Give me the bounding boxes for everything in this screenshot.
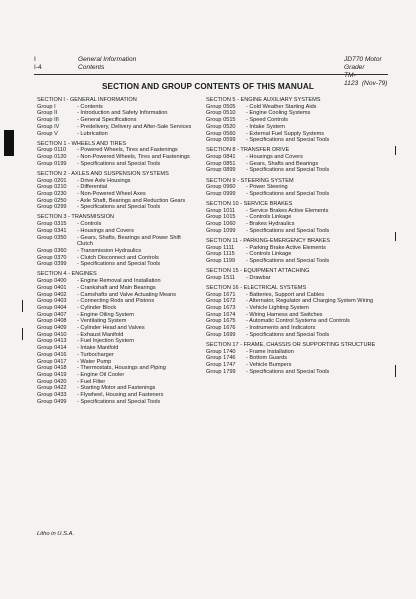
group-title: - Introduction and Safety Information bbox=[77, 110, 168, 117]
group-title: - Flywheel, Housing and Fasteners bbox=[77, 392, 164, 399]
group-entry bbox=[206, 161, 376, 168]
group-title: - Specifications and Special Tools bbox=[77, 160, 161, 167]
group-title: - Lubrication bbox=[77, 130, 108, 137]
group-entry bbox=[206, 191, 376, 198]
group-entry bbox=[206, 292, 376, 299]
group-title: - Vehicle Lighting System bbox=[246, 305, 309, 312]
group-number: Group 0433 bbox=[37, 392, 67, 399]
group-number: Group 0510 bbox=[206, 110, 236, 117]
contents-section bbox=[206, 147, 376, 174]
revision-bar bbox=[395, 146, 396, 155]
group-number: Group 0499 bbox=[37, 398, 67, 405]
group-number: Group 1199 bbox=[206, 258, 236, 265]
group-entry bbox=[206, 110, 376, 117]
group-title: - Housings and Covers bbox=[246, 154, 303, 161]
group-number: Group 0419 bbox=[37, 371, 67, 378]
group-number: Group 0515 bbox=[206, 117, 236, 124]
group-entry bbox=[37, 298, 197, 305]
group-title: - Clutch Disconnect and Controls bbox=[77, 254, 159, 261]
group-number: Group 0505 bbox=[206, 103, 236, 110]
group-entry bbox=[37, 255, 197, 262]
group-number: Group 0418 bbox=[37, 365, 67, 372]
group-number: Group 0409 bbox=[37, 325, 67, 332]
group-title: - Non-Powered Wheels, Tires and Fastenings bbox=[77, 154, 190, 161]
group-entry bbox=[206, 137, 376, 144]
revision-bar bbox=[395, 365, 396, 377]
contents-section bbox=[206, 342, 376, 376]
group-title: - Service Brakes Active Elements bbox=[246, 207, 329, 214]
group-entry bbox=[206, 298, 376, 305]
group-title: - Specifications and Special Tools bbox=[246, 331, 330, 338]
group-entry bbox=[206, 208, 376, 215]
group-entry bbox=[37, 261, 197, 268]
group-title: - Starting Motor and Fastenings bbox=[77, 385, 156, 392]
group-title: - Crankshaft and Main Bearings bbox=[77, 284, 156, 291]
contents-section bbox=[37, 141, 197, 168]
group-number: Group 1115 bbox=[206, 251, 235, 258]
group-number: Group 1011 bbox=[206, 207, 236, 214]
group-title: - Gears, Shafts, Bearings and Power Shift Clutch bbox=[77, 234, 181, 248]
group-number: Group 0360 bbox=[37, 247, 67, 254]
group-entry bbox=[206, 214, 376, 221]
group-number: Group V bbox=[37, 130, 58, 137]
group-number: Group 0417 bbox=[37, 358, 67, 365]
group-number: Group 0420 bbox=[37, 378, 67, 385]
contents-section bbox=[37, 171, 197, 211]
group-title: - Non-Powered Wheel Axes bbox=[77, 190, 146, 197]
group-title: - Cylinder Block bbox=[77, 304, 117, 311]
group-title: - Controls Linkage bbox=[246, 251, 292, 258]
group-number: Group 0422 bbox=[37, 385, 67, 392]
group-number: Group 0599 bbox=[206, 137, 236, 144]
contents-section bbox=[37, 271, 197, 405]
group-title: - Automatic Control Systems and Controls bbox=[246, 318, 350, 325]
page-number: I bbox=[34, 56, 36, 63]
group-title: - Bottom Guards bbox=[246, 355, 288, 362]
group-title: - External Fuel Supply Systems bbox=[246, 130, 325, 137]
group-title: - Vehicle Bumpers bbox=[246, 362, 292, 369]
group-number: Group 1747 bbox=[206, 362, 236, 369]
group-number: Group 0199 bbox=[37, 160, 67, 167]
group-title: - Ventilating System bbox=[77, 318, 127, 325]
manual-title: JD770 Motor Grader bbox=[344, 56, 382, 71]
group-entry bbox=[206, 318, 376, 325]
group-title: - Specifications and Special Tools bbox=[246, 137, 330, 144]
group-title: - Alternator, Regulator and Charging System Wiring bbox=[246, 298, 374, 305]
group-number: Group 0210 bbox=[37, 184, 67, 191]
group-title: - Contents bbox=[77, 103, 103, 110]
section-heading: SECTION 4 - ENGINES bbox=[37, 271, 97, 278]
group-title: - Connecting Rods and Pistons bbox=[77, 298, 155, 305]
group-title: - Water Pump bbox=[77, 358, 112, 365]
group-entry bbox=[37, 131, 197, 138]
section-heading: SECTION 16 - ELECTRICAL SYSTEMS bbox=[206, 284, 307, 291]
group-number: Group 0401 bbox=[37, 284, 67, 291]
group-number: Group 0120 bbox=[37, 154, 67, 161]
group-number: Group 0899 bbox=[206, 167, 236, 174]
section-heading: SECTION 2 - AXLES AND SUSPENSION SYSTEMS bbox=[37, 170, 169, 177]
group-title: - Fuel Filter bbox=[77, 378, 106, 385]
group-entry bbox=[206, 258, 376, 265]
group-number: Group 0841 bbox=[206, 154, 236, 161]
group-number: Group 1746 bbox=[206, 355, 236, 362]
group-number: Group 0370 bbox=[37, 254, 67, 261]
revision-bar bbox=[395, 232, 396, 241]
group-entry bbox=[37, 292, 197, 299]
group-entry bbox=[37, 161, 197, 168]
page-title: SECTION AND GROUP CONTENTS OF THIS MANUAL bbox=[102, 82, 314, 91]
group-entry bbox=[206, 355, 376, 362]
page-number-block bbox=[34, 56, 42, 72]
group-entry bbox=[206, 349, 376, 356]
group-title: - Wiring Harness and Switches bbox=[246, 311, 323, 318]
contents-section bbox=[206, 268, 376, 281]
group-title: - Fuel Injection System bbox=[77, 338, 134, 345]
group-number: Group 0960 bbox=[206, 184, 236, 191]
group-entry bbox=[206, 117, 376, 124]
group-title: - Power Steering bbox=[246, 184, 288, 191]
group-number: Group 0410 bbox=[37, 331, 67, 338]
group-title: - Engine Removal and Installation bbox=[77, 278, 161, 285]
group-entry bbox=[206, 221, 376, 228]
manual-date: (Nov-79) bbox=[361, 80, 388, 87]
page-subnumber: I-4 bbox=[34, 64, 42, 71]
group-entry bbox=[37, 198, 197, 205]
revision-bar bbox=[22, 328, 23, 340]
group-entry bbox=[37, 365, 197, 372]
group-entry bbox=[37, 124, 197, 131]
group-title: - Specifications and Special Tools bbox=[246, 258, 330, 265]
group-number: Group 1672 bbox=[206, 298, 236, 305]
group-entry bbox=[37, 154, 197, 161]
group-title: - Exhaust Manifold bbox=[77, 331, 124, 338]
group-number: Group 1699 bbox=[206, 331, 236, 338]
group-title: - Specifications and Special Tools bbox=[77, 261, 161, 268]
group-title: - Specifications and Special Tools bbox=[246, 190, 330, 197]
group-title: - Instruments and Indicators bbox=[246, 325, 316, 332]
group-title: - Thermostats, Housings and Piping bbox=[77, 365, 166, 372]
group-entry bbox=[37, 372, 197, 379]
group-entry bbox=[206, 312, 376, 319]
manual-number: TM-1123 bbox=[344, 72, 359, 87]
group-number: Group 0407 bbox=[37, 311, 67, 318]
group-title: - Turbocharger bbox=[77, 351, 114, 358]
group-number: Group 1511 bbox=[206, 274, 236, 281]
group-title: - Controls bbox=[77, 221, 102, 228]
group-title: - Cold Weather Starting Aids bbox=[246, 103, 317, 110]
group-title: - Batteries, Support and Cables bbox=[246, 291, 325, 298]
group-entry bbox=[37, 392, 197, 399]
group-number: Group 0201 bbox=[37, 177, 67, 184]
section-subname: Contents bbox=[78, 64, 105, 71]
group-number: Group 0350 bbox=[37, 234, 67, 241]
print-note: Litho in U.S.A. bbox=[37, 531, 75, 537]
group-entry bbox=[37, 191, 197, 198]
group-entry bbox=[37, 117, 197, 124]
group-number: Group 0999 bbox=[206, 190, 236, 197]
group-entry bbox=[37, 305, 197, 312]
group-number: Group 0408 bbox=[37, 318, 67, 325]
group-entry bbox=[37, 338, 197, 345]
group-entry bbox=[206, 245, 376, 252]
section-name-block bbox=[78, 56, 136, 72]
group-number: Group 0399 bbox=[37, 261, 67, 268]
group-entry bbox=[206, 104, 376, 111]
group-entry bbox=[37, 352, 197, 359]
section-heading: SECTION 15 - EQUIPMENT ATTACHING bbox=[206, 268, 310, 275]
group-entry bbox=[37, 325, 197, 332]
group-title: - Camshafts and Valve Actuating Means bbox=[77, 291, 177, 298]
group-title: - Transmission Hydraulics bbox=[77, 247, 142, 254]
group-number: Group 1673 bbox=[206, 305, 236, 312]
group-title: - General Specifications bbox=[77, 117, 137, 124]
group-entry bbox=[206, 251, 376, 258]
group-entry bbox=[37, 104, 197, 111]
group-title: - Specifications and Special Tools bbox=[77, 204, 161, 211]
group-number: Group I bbox=[37, 103, 56, 110]
group-entry bbox=[206, 154, 376, 161]
group-entry bbox=[206, 131, 376, 138]
group-title: - Speed Controls bbox=[246, 117, 288, 124]
group-title: - Specifications and Special Tools bbox=[246, 227, 330, 234]
group-number: Group 0341 bbox=[37, 227, 67, 234]
section-heading: SECTION 10 - SERVICE BRAKES bbox=[206, 201, 293, 208]
group-number: Group 0416 bbox=[37, 351, 67, 358]
contents-section bbox=[37, 97, 197, 137]
group-number: Group 0403 bbox=[37, 298, 67, 305]
group-entry bbox=[37, 178, 197, 185]
section-heading: SECTION 11 - PARKING-EMERGENCY BRAKES bbox=[206, 237, 331, 244]
group-number: Group 0110 bbox=[37, 147, 67, 154]
group-entry bbox=[37, 318, 197, 325]
group-entry bbox=[37, 278, 197, 285]
group-entry bbox=[37, 359, 197, 366]
section-heading: SECTION 8 - TRANSFER DRIVE bbox=[206, 147, 290, 154]
section-heading: SECTION 9 - STEERING SYSTEM bbox=[206, 177, 294, 184]
group-entry bbox=[37, 345, 197, 352]
group-number: Group 0230 bbox=[37, 190, 67, 197]
group-title: - Drawbar bbox=[246, 274, 271, 281]
group-entry bbox=[206, 305, 376, 312]
group-number: Group 0404 bbox=[37, 304, 67, 311]
group-number: Group II bbox=[37, 110, 58, 117]
group-entry bbox=[37, 147, 197, 154]
group-title: - Engine Oiling System bbox=[77, 311, 134, 318]
group-title: - Specifications and Special Tools bbox=[246, 368, 330, 375]
group-number: Group 0299 bbox=[37, 204, 67, 211]
group-entry bbox=[37, 385, 197, 392]
contents-section bbox=[37, 214, 197, 268]
group-title: - Predelivery, Delivery and After-Sale Services bbox=[77, 123, 192, 130]
section-heading: SECTION 17 - FRAME, CHASSIS OR SUPPORTING STRUCTURE bbox=[206, 341, 376, 348]
group-title: - Specifications and Special Tools bbox=[246, 167, 330, 174]
group-entry bbox=[206, 332, 376, 339]
group-entry bbox=[37, 204, 197, 211]
group-entry bbox=[206, 369, 376, 376]
group-entry bbox=[206, 275, 376, 282]
group-number: Group III bbox=[37, 117, 59, 124]
group-number: Group 0250 bbox=[37, 197, 67, 204]
group-entry bbox=[37, 285, 197, 292]
group-entry bbox=[206, 228, 376, 235]
revision-bar bbox=[22, 300, 23, 312]
group-title: - Controls Linkage bbox=[246, 214, 292, 221]
group-title: - Drive Axle Housings bbox=[77, 177, 131, 184]
group-number: Group 1060 bbox=[206, 221, 236, 228]
group-entry bbox=[206, 184, 376, 191]
group-entry bbox=[37, 221, 197, 228]
group-number: Group 1675 bbox=[206, 318, 236, 325]
section-heading: SECTION I - GENERAL INFORMATION bbox=[37, 97, 137, 103]
contents-section bbox=[206, 178, 376, 198]
group-entry bbox=[37, 228, 197, 235]
group-entry bbox=[206, 167, 376, 174]
group-number: Group 0414 bbox=[37, 345, 67, 352]
group-number: Group 1015 bbox=[206, 214, 236, 221]
group-title: - Housings and Covers bbox=[77, 227, 134, 234]
contents-section bbox=[206, 97, 376, 144]
left-contents-column bbox=[37, 97, 197, 409]
section-heading: SECTION 1 - WHEELS AND TIRES bbox=[37, 140, 127, 147]
group-number: Group 0560 bbox=[206, 130, 236, 137]
group-number: Group 1740 bbox=[206, 348, 236, 355]
group-number: Group 0400 bbox=[37, 278, 67, 285]
group-title: - Differential bbox=[77, 184, 108, 191]
group-title: - Intake Manifold bbox=[77, 345, 119, 352]
group-number: Group 0315 bbox=[37, 221, 67, 228]
right-contents-column bbox=[206, 97, 376, 379]
section-tab-marker bbox=[4, 130, 14, 156]
contents-section bbox=[206, 285, 376, 339]
contents-section bbox=[206, 238, 376, 265]
section-heading: SECTION 5 - ENGINE AUXILIARY SYSTEMS bbox=[206, 97, 321, 103]
group-title: - Parking Brake Active Elements bbox=[246, 244, 326, 251]
group-entry bbox=[206, 325, 376, 332]
group-entry bbox=[37, 312, 197, 319]
group-title: - Cylinder Head and Valves bbox=[77, 325, 145, 332]
group-number: Group 0402 bbox=[37, 291, 67, 298]
section-heading: SECTION 3 - TRANSMISSION bbox=[37, 214, 114, 221]
group-entry bbox=[206, 362, 376, 369]
group-title: - Powered Wheels, Tires and Fastenings bbox=[77, 147, 178, 154]
group-title: - Gears, Shafts and Bearings bbox=[246, 160, 319, 167]
group-title: - Specifications and Special Tools bbox=[77, 398, 161, 405]
group-number: Group 0851 bbox=[206, 160, 236, 167]
group-entry bbox=[37, 235, 197, 248]
group-title: - Brakes Hydraulics bbox=[246, 221, 295, 228]
group-entry bbox=[37, 332, 197, 339]
group-number: Group 0413 bbox=[37, 338, 67, 345]
group-entry bbox=[37, 399, 197, 406]
contents-section bbox=[206, 201, 376, 235]
group-entry bbox=[206, 124, 376, 131]
group-number: Group 0520 bbox=[206, 123, 236, 130]
section-name: General Information bbox=[78, 56, 137, 63]
group-number: Group 1099 bbox=[206, 227, 236, 234]
group-entry bbox=[37, 110, 197, 117]
group-title: - Engine Cooling Systems bbox=[246, 110, 311, 117]
header-rule bbox=[34, 74, 388, 75]
group-entry bbox=[37, 248, 197, 255]
group-title: - Frame Installation bbox=[246, 348, 294, 355]
group-title: - Intake System bbox=[246, 123, 285, 130]
group-entry bbox=[37, 184, 197, 191]
group-number: Group IV bbox=[37, 123, 60, 130]
group-title: - Engine Oil Cooler bbox=[77, 371, 125, 378]
group-number: Group 1671 bbox=[206, 291, 236, 298]
group-number: Group 1674 bbox=[206, 311, 236, 318]
group-entry bbox=[37, 379, 197, 386]
group-title: - Axle Shaft, Bearings and Reduction Gears bbox=[77, 197, 186, 204]
group-number: Group 1676 bbox=[206, 325, 236, 332]
group-number: Group 1111 bbox=[206, 244, 235, 251]
group-number: Group 1799 bbox=[206, 368, 236, 375]
